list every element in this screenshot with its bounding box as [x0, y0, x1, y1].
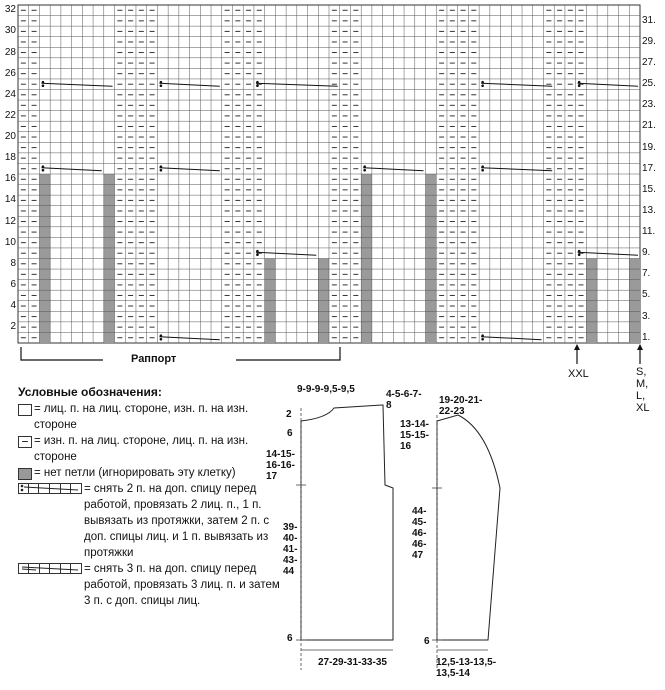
body-neck-depth-label: 6: [287, 428, 293, 439]
row-number-label: 12: [4, 215, 16, 227]
cable-dot: [42, 165, 45, 168]
body-armhole-label: 14-15-16-16-17: [266, 449, 295, 482]
row-number-label: 17.: [642, 162, 656, 174]
row-number-label: 18: [4, 152, 16, 164]
row-number-label: 28: [4, 46, 16, 58]
row-number-label: 6: [10, 278, 16, 290]
row-number-label: 16: [4, 173, 16, 185]
legend-item-cable-4: = снять 2 п. на доп. спицу перед работой, провязать 2 лиц. п., 1 п. вывязать из протяжки, затем 2 п. с доп. спицы лиц. и 1 п. вывязать из протяжки: [18, 481, 288, 561]
row-number-label: 26: [4, 67, 16, 79]
cable-dot: [481, 338, 484, 341]
row-number-label: 1.: [642, 331, 651, 343]
cable-dot: [256, 250, 259, 253]
sleeve-top-label: 19-20-21-22-23: [439, 395, 483, 417]
cable-dot: [481, 81, 484, 84]
sleeve-cuff-label: 6: [424, 636, 430, 647]
cable-dot: [160, 334, 163, 337]
body-shoulder-label: 9-9-9-9,5-9,5: [297, 384, 355, 395]
cable-dot: [481, 84, 484, 87]
row-number-label: 11.: [642, 226, 656, 238]
size-xxl-label: XXL: [568, 368, 589, 380]
no-stitch-symbol-icon: [18, 468, 32, 480]
repeat-bracket-right: [236, 347, 340, 360]
body-neck-label: 4-5-6-7-8: [386, 389, 422, 411]
row-number-label: 10: [4, 236, 16, 248]
row-number-label: 25.: [642, 78, 656, 90]
purl-symbol-icon: [18, 436, 32, 448]
cable-dot: [256, 84, 259, 87]
cable-dot: [42, 81, 45, 84]
legend: [18, 384, 288, 609]
row-number-label: 21.: [642, 120, 656, 132]
row-number-label: 19.: [642, 141, 656, 153]
cable-dot: [42, 84, 45, 87]
arrow-xxl-head: [574, 344, 580, 350]
body-width-label: 27-29-31-33-35: [318, 657, 387, 668]
row-number-label: 5.: [642, 289, 651, 301]
row-number-label: 15.: [642, 183, 656, 195]
row-number-label: 3.: [642, 310, 651, 322]
body-length-label: 39-40-41-43-44: [283, 522, 298, 577]
row-number-label: 24: [4, 88, 16, 100]
row-number-label: 30: [4, 25, 16, 37]
row-number-label: 22: [4, 109, 16, 121]
row-number-label: 7.: [642, 268, 651, 280]
row-number-label: 13.: [642, 204, 656, 216]
cable-dot: [160, 338, 163, 341]
body-rib-label: 6: [287, 633, 293, 644]
row-number-label: 2: [10, 321, 16, 333]
row-number-label: 9.: [642, 247, 651, 259]
cable-4-symbol-icon: [18, 483, 82, 495]
cable-dot: [363, 165, 366, 168]
cable-dot: [363, 169, 366, 172]
cable-dot: [578, 81, 581, 84]
arrow-s-xl-head: [637, 344, 643, 350]
knit-symbol-icon: [18, 404, 32, 416]
row-number-label: 4: [10, 300, 16, 312]
size-s-m-l-xl-label: S, M, L, XL: [636, 366, 650, 414]
cable-dot: [578, 253, 581, 256]
row-number-label: 32: [4, 4, 16, 16]
cable-dot: [578, 250, 581, 253]
cable-dot: [481, 165, 484, 168]
legend-item-cable-6: = снять 3 п. на доп. спицу перед работой, провязать 3 лиц. п. и затем 3 п. с доп. спицы лиц.: [18, 561, 288, 609]
repeat-label: Раппорт: [131, 353, 177, 365]
row-number-label: 14: [4, 194, 16, 206]
cable-dot: [160, 169, 163, 172]
row-number-label: 31.: [642, 14, 656, 26]
row-number-label: 20: [4, 131, 16, 143]
legend-item-purl: = изн. п. на лиц. стороне, лиц. п. на изн. стороне: [18, 433, 288, 465]
row-number-label: 8: [10, 257, 16, 269]
cable-dot: [160, 81, 163, 84]
cable-dot: [256, 253, 259, 256]
repeat-bracket-left: [21, 347, 103, 360]
sleeve-length-label: 44-45-46-46-47: [412, 506, 427, 561]
cable-dot: [256, 81, 259, 84]
sleeve-cap-label: 13-14-15-15-16: [400, 419, 429, 452]
legend-item-knit: = лиц. п. на лиц. стороне, изн. п. на изн. стороне: [18, 401, 288, 433]
cable-dot: [481, 169, 484, 172]
body-top-offset-label: 2: [286, 409, 292, 420]
row-number-label: 27.: [642, 57, 656, 69]
cable-dot: [160, 84, 163, 87]
body-pattern-outline: [301, 405, 393, 640]
cable-dot: [160, 165, 163, 168]
cable-dot: [481, 334, 484, 337]
cable-dot: [578, 84, 581, 87]
cable-6-symbol-icon: [18, 563, 82, 575]
legend-title: Условные обозначения:: [18, 385, 162, 399]
row-number-label: 29.: [642, 35, 656, 47]
sleeve-pattern-outline: [437, 415, 500, 640]
legend-item-no-stitch: = нет петли (игнорировать эту клетку): [18, 465, 288, 481]
row-number-label: 23.: [642, 99, 656, 111]
cable-dot: [42, 169, 45, 172]
sleeve-width-label: 12,5-13-13,5-13,5-14: [436, 657, 497, 679]
